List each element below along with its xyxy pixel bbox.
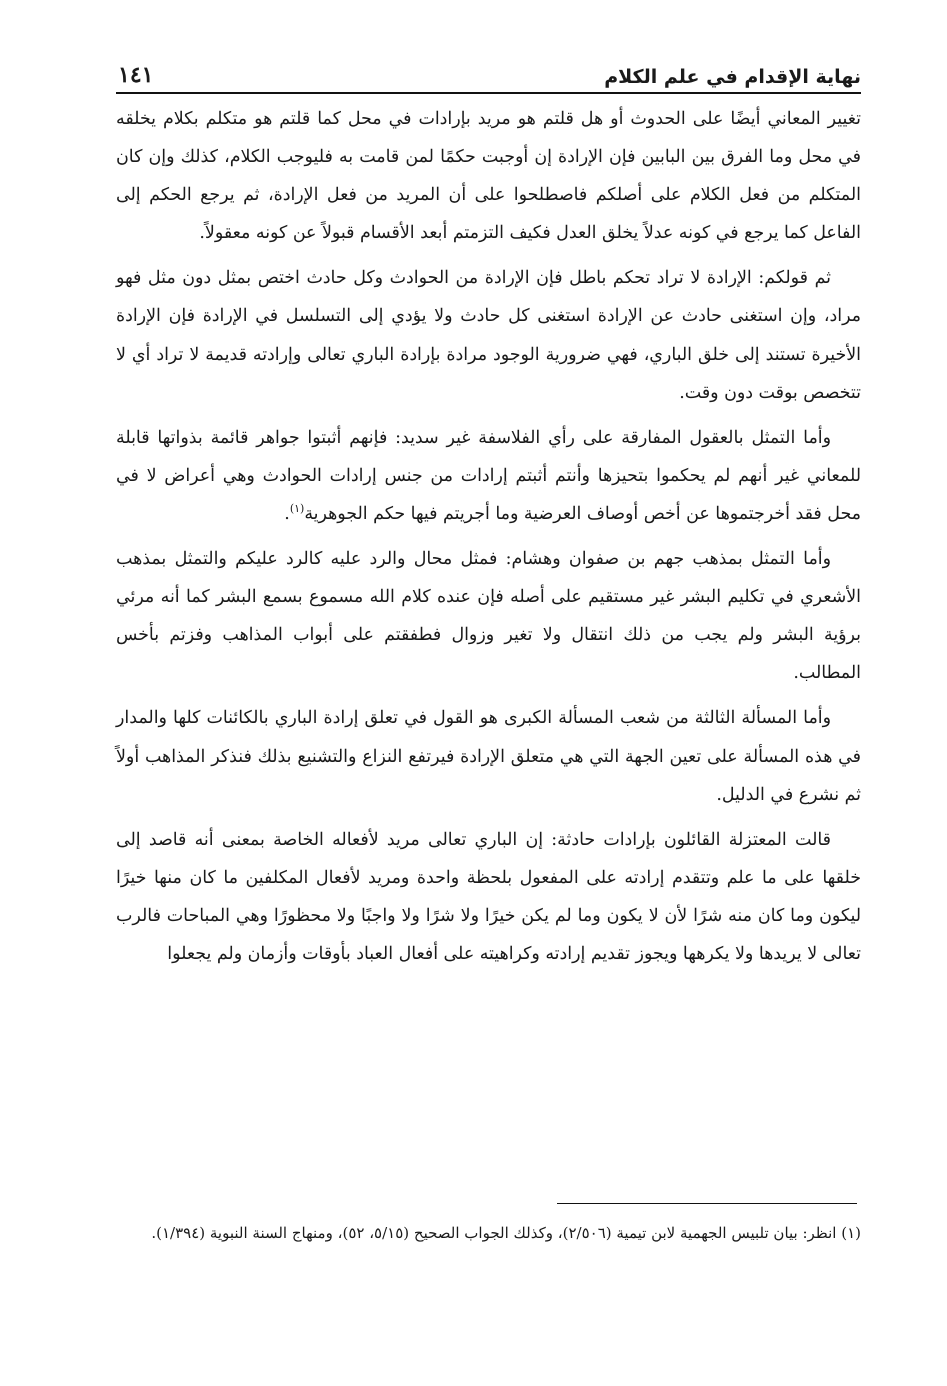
paragraph: قالت المعتزلة القائلون بإرادات حادثة: إن الباري تعالى مريد لأفعاله الخاصة بمعنى أنه قاصد إلى خلقها على ما علم وتتقدم إرادته على المفعول بلحظة واحدة ومريد لأفعال المكلفين ما كان منها خيرًا ليكون وما كان منه شرًا لأن لا يكون وما لم يكن خيرًا ولا شرًا ولا واجبًا ولا محظورًا وهي المباحات فالرب تعالى لا يريدها ولا يكرهها ويجوز تقديم إرادته وكراهيته على أفعال العباد بأوقات وأزمان ولم يجعلوا [116,829,861,964]
paragraph [116,419,861,533]
paragraph: وأما المسألة الثالثة من شعب المسألة الكبرى هو القول في تعلق إرادة الباري بالكائنات كلها والمدار في هذه المسألة على تعين الجهة التي هي متعلق الإرادة فيرتفع النزاع والتشنيع بذلك فنذكر المذاهب أولاً ثم نشرع في الدليل. [116,708,861,805]
page-header [118,52,861,88]
header-divider [116,92,861,94]
page-number: ١٤١ [118,62,154,88]
footnote-reference[interactable]: (١) [289,502,305,516]
paragraph: ثم قولكم: الإرادة لا تراد تحكم باطل فإن الإرادة من الحوادث وكل حادث اختص بمثل دون مثل فهو مراد، وإن استغنى حادث عن الإرادة استغنى كل حادث ولا يؤدي إلى التسلسل في الإرادة فإن الإرادة الأخيرة تستند إلى خلق الباري، فهي ضرورية الوجود مرادة بإرادة الباري تعالى وإرادته قديمة لا تراد أي لا تتخصص بوقت دون وقت. [116,268,861,403]
main-text [116,100,861,980]
running-title: نهاية الإقدام في علم الكلام [604,66,861,88]
footnote-divider [557,1203,857,1204]
paragraph-end-mark: . [284,503,290,524]
footnotes [116,1218,861,1248]
paragraph-text: وأما التمثل بالعقول المفارقة على رأي الفلاسفة غير سديد: فإنهم أثبتوا جواهر قائمة بذواتها قابلة للمعاني غير أنهم لم يحكموا بتحيزها وأنتم أثبتم إرادات من جنس إرادات الحوادث وهي أعراض لا في محل فقد أخرجتموها عن أخص أوصاف العرضية وما أجريتم فيها حكم الجوهرية [116,427,861,524]
footnote: (١) انظر: بيان تلبيس الجهمية لابن تيمية (٢/٥٠٦)، وكذلك الجواب الصحيح (٥/١٥، ٥٢)، ومنهاج السنة النبوية (١/٣٩٤). [151,1224,861,1242]
paragraph: وأما التمثل بمذهب جهم بن صفوان وهشام: فمثل محال والرد عليه كالرد عليكم والتمثل بمذهب الأشعري في تكليم البشر غير مستقيم على أصله فإن عنده كلام الله مسموع بسمع البشر كما أنه مرئي برؤية البشر ولم يجب من ذلك انتقال ولا تغير وزوال فطفقتم على أبواب المذاهب وفزتم بأخس المطالب. [116,549,861,684]
paragraph: تغيير المعاني أيضًا على الحدوث أو هل قلتم هو مريد بإرادات في محل كما قلتم هو متكلم بكلام يخلقه في محل وما الفرق بين البابين فإن الإرادة إن أوجبت حكمًا لمن قامت به فليوجب الكلام، كذلك وإن كان المتكلم من فعل الكلام على أصلكم فاصطلحوا على أن المريد من فعل الإرادة، ثم يرجع الحكم إلى الفاعل كما يرجع في كونه عدلاً يخلق العدل فكيف التزمتم أبعد الأقسام قبولاً عن كونه معقولاً. [116,109,861,244]
